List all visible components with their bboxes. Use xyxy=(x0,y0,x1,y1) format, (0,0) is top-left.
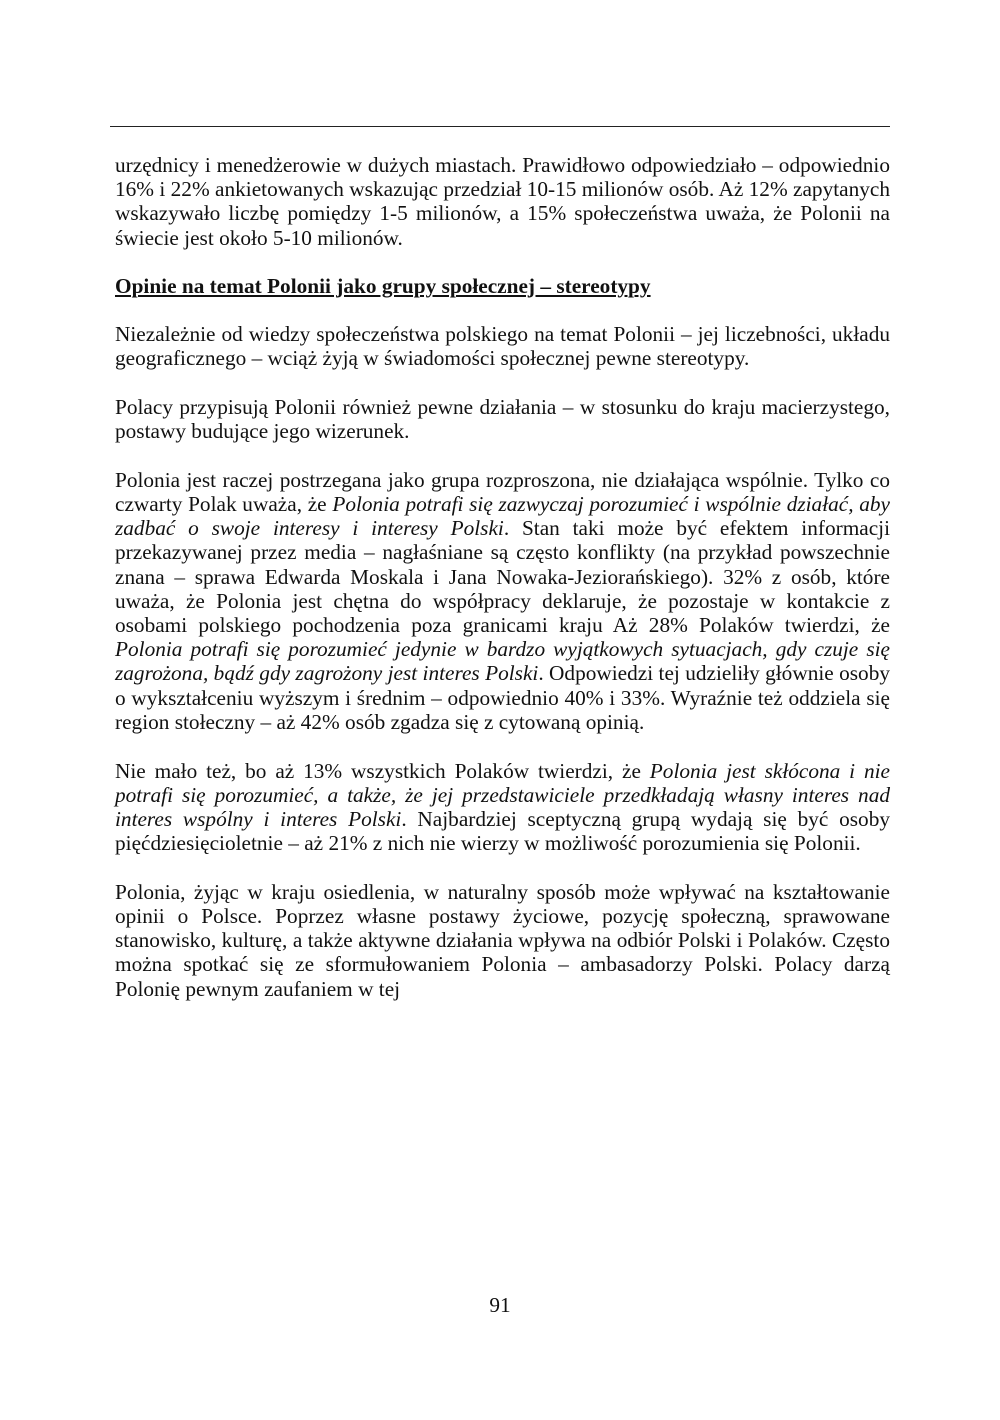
paragraph-text: . Stan taki może być efektem informacji przekazywanej przez media – nagłaśniane są często konflikty (na przykład powszechnie znana – sprawa Edwarda Moskala i Jana Nowaka-Jeziorańskiego). 32% z osób, które uważa, że Polonia jest chętna do współpracy deklaruje, że pozostaje w kontakcie z osobami polskiego pochodzenia poza granicami kraju Aż 28% Polaków twierdzi, że xyxy=(115,516,890,638)
paragraph-actions xyxy=(115,395,890,443)
section-heading: Opinie na temat Polonii jako grupy społecznej – stereotypy xyxy=(115,273,651,298)
paragraph-conflicted xyxy=(115,759,890,856)
paragraph-stereotypes xyxy=(115,322,890,370)
paragraph-text: Polonia, żyjąc w kraju osiedlenia, w naturalny sposób może wpływać na kształtowanie opinii o Polsce. Poprzez własne postawy życiowe, pozycję społeczną, sprawowane stanowisko, kulturę, a także aktywne działania wpływa na odbiór Polski i Polaków. Często można spotkać się ze sformułowaniem Polonia – ambasadorzy Polski. Polacy darzą Polonię pewnym zaufaniem w tej xyxy=(115,879,890,1001)
paragraph-text: . Odpowiedzi tej udzieliły głównie osoby o wykształceniu wyższym i średnim – odpowiednio 40% i 33%. Wyraźnie też oddziela się region stołeczny – aż 42% osób zgadza się z cytowaną opinią. xyxy=(115,661,890,734)
paragraph-ambassadors xyxy=(115,880,890,1001)
paragraph-text: Polacy przypisują Polonii również pewne działania – w stosunku do kraju macierzystego, postawy budujące jego wizerunek. xyxy=(115,394,890,444)
paragraph-text: Niezależnie od wiedzy społeczeństwa polskiego na temat Polonii – jej liczebności, układu geograficznego – wciąż żyją w świadomości społecznej pewne stereotypy. xyxy=(115,322,890,371)
page-content xyxy=(115,153,890,1025)
paragraph-text: Polonia jest raczej postrzegana jako grupa rozproszona, nie działająca wspólnie. Tylko co czwarty Polak uważa, że xyxy=(115,467,890,517)
paragraph-text: urzędnicy i menedżerowie w dużych miastach. Prawidłowo odpowiedziało – odpowiednio 16% i 22% ankietowanych wskazując przedział 10-15 milionów osób. Aż 12% zapytanych wskazywało liczbę pomiędzy 1-5 milionów, a 15% społeczeństwa uważa, że Polonii na świecie jest około 5-10 milionów. xyxy=(115,153,890,250)
quoted-opinion: Polonia jest skłócona i nie potrafi się porozumieć, a także, że jej przedstawiciele przedkładają własny interes nad interes wspólny i interes Polski xyxy=(115,758,890,831)
quoted-opinion: Polonia potrafi się porozumieć jedynie w bardzo wyjątkowych sytuacjach, gdy czuje się zagrożona, bądź gdy zagrożony jest interes Polski xyxy=(115,637,890,686)
page-number: 91 xyxy=(489,1293,511,1317)
paragraph-dispersed-group xyxy=(115,468,890,734)
paragraph-intro xyxy=(115,153,890,250)
header-rule xyxy=(110,126,890,127)
paragraph-text: Nie mało też, bo aż 13% wszystkich Polaków twierdzi, że xyxy=(115,758,650,783)
paragraph-text: . Najbardziej sceptyczną grupą wydają się być osoby pięćdziesięcioletnie – aż 21% z nich nie wierzy w możliwość porozumienia się Polonii. xyxy=(115,806,890,856)
quoted-opinion: Polonia potrafi się zazwyczaj porozumieć i wspólnie działać, aby zadbać o swoje interesy i interesy Polski xyxy=(115,492,890,541)
